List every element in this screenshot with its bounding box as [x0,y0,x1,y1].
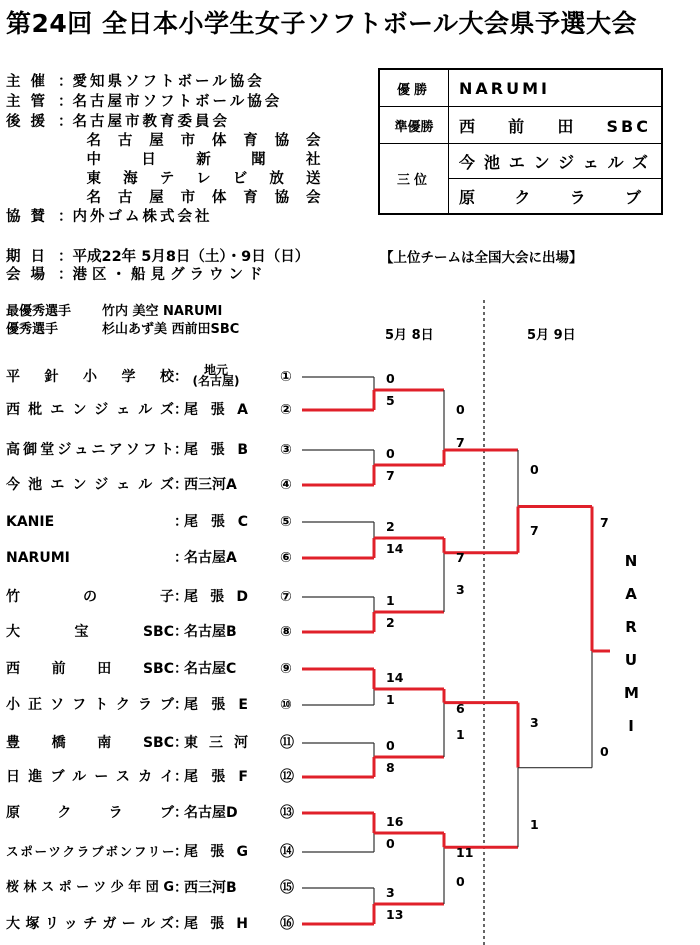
winner-label: 優勝 [379,69,449,107]
team-colon: ： [174,369,188,385]
team-region: 東三河 [184,735,248,751]
team-colon: ： [174,514,188,530]
organizer-value: 愛知県ソフトボール協会 [72,74,265,90]
team-seed-number: ⑯ [280,916,294,932]
organizer-key: 協賛 [6,209,55,225]
r1-score: 5 [386,393,395,408]
team-seed-number: ⑩ [280,697,292,713]
champion-letter: M [624,684,639,702]
organizer-key: 後援 [6,114,55,130]
team-seed-number: ⑥ [280,550,292,566]
r1-score: 1 [386,692,395,707]
team-region: 名古屋A [184,550,237,566]
team-name: スポーツクラブボンフリー [6,844,174,859]
team-seed-number: ⑮ [280,880,294,896]
venue-key: 会場 [6,267,55,283]
team-seed-number: ⑫ [280,769,294,785]
team-seed-number: ⑤ [280,514,292,530]
team-colon: ： [174,442,188,458]
day-header-1: 5月 8日 [385,328,434,343]
r2-score: 7 [456,435,465,450]
organizer-colon: ： [58,94,73,110]
organizer-value: 東海テレビ放送 [86,171,323,187]
team-colon: ： [174,844,188,860]
team-seed-number: ⑪ [280,735,294,751]
organizer-key: 主管 [6,94,55,110]
team-colon: ： [174,661,188,677]
team-region: 尾張F [184,769,248,785]
note-text: 【上位チームは全国大会に出場】 [380,250,583,266]
third-value-2: 原クラブ [459,187,651,207]
organizer-colon: ： [58,209,73,225]
champion-letter: A [625,585,637,603]
r2-score: 11 [456,845,474,860]
team-colon: ： [174,880,188,896]
r1-score: 8 [386,760,395,775]
team-seed-number: ② [280,402,292,418]
final-score: 0 [600,743,609,759]
r2-score: 0 [456,874,465,889]
third-label: 三位 [379,144,449,215]
organizer-key: 主催 [6,74,55,90]
team-seed-number: ⑨ [280,661,292,677]
team-seed-number: ⑭ [280,844,294,860]
team-region: 名古屋B [184,624,237,640]
champion-letter: I [628,717,634,735]
team-region: 名古屋C [184,661,237,677]
excellent-player-label: 優秀選手 [6,322,59,337]
team-seed-number: ① [280,369,292,385]
r2-score: 0 [456,402,465,417]
r3-score: 7 [530,522,539,538]
organizer-value: 名古屋市教育委員会 [72,114,230,130]
team-colon: ： [174,805,188,821]
team-name: 小正ソフトクラブ [6,697,174,713]
excellent-player-name: 杉山あず美 西前田SBC [102,322,240,337]
r1-score: 1 [386,593,395,608]
team-colon: ： [174,769,188,785]
r1-score: 7 [386,468,395,483]
venue-colon: ： [58,267,73,283]
final-score: 7 [600,514,609,530]
team-colon: ： [174,402,188,418]
r2-score: 1 [456,727,465,742]
champion-vertical-name [624,545,638,743]
team-colon: ： [174,589,188,605]
team-name: 桜林スポーツ少年団G [6,880,174,895]
team-region: 尾張D [184,589,248,605]
champion-letter: N [624,552,638,570]
team-region: 尾張H [184,916,248,932]
r1-score: 0 [386,738,395,753]
r1-score: 16 [386,814,404,829]
mvp-label: 最優秀選手 [6,304,72,319]
organizer-colon: ： [58,114,73,130]
team-region: 尾張A [184,402,248,418]
organizer-value: 内外ゴム株式会社 [72,209,213,225]
team-name: 大宝SBC [6,624,174,640]
r1-score: 3 [386,885,395,900]
date-value: 平成22年 5月8日（土）・9日（日） [72,249,310,265]
r2-score: 6 [456,701,465,716]
r2-score: 7 [456,550,465,565]
r1-score: 14 [386,670,404,685]
winner-value: NARUMI [459,78,550,98]
r1-score: 0 [386,371,395,386]
team-region: 尾張E [184,697,248,713]
r2-score: 3 [456,582,465,597]
team-colon: ： [174,477,188,493]
team-name: 大塚リッチガールズ [6,916,174,932]
mvp-name: 竹内 美空 NARUMI [102,304,223,319]
date-colon: ： [58,249,73,265]
r1-score: 0 [386,836,395,851]
r1-score: 13 [386,907,404,922]
team-name: NARUMI [6,550,70,566]
team-region: 尾張B [184,442,248,458]
r3-score: 0 [530,462,539,477]
day-header-2: 5月 9日 [527,328,576,343]
page-title: 第24回 全日本小学生女子ソフトボール大会県予選大会 [6,9,637,38]
team-name: 今池エンジェルズ [6,477,174,493]
organizer-value: 名古屋市ソフトボール協会 [72,94,283,110]
venue-value: 港区・船見グラウンド [72,267,268,283]
team-region: 尾張C [184,514,248,530]
runnerup-value: 西前田SBC [459,116,651,136]
team-region: 尾張G [184,844,248,860]
team-seed-number: ④ [280,477,292,493]
team-name: 原クラブ [6,805,174,821]
team-name: 高御堂ジュニアソフト [6,442,174,458]
runnerup-label: 準優勝 [379,107,449,144]
r3-score: 1 [530,817,539,833]
team-colon: ： [174,624,188,640]
team-region: 地元 (名古屋) [192,363,240,388]
organizer-value: 名古屋市体育協会 [86,133,323,149]
team-seed-number: ③ [280,442,292,458]
team-name: 竹の子 [6,589,174,605]
r1-score: 0 [386,446,395,461]
team-name: 豊橋南SBC [6,735,174,751]
r3-score: 3 [530,714,539,730]
team-region: 西三河A [184,477,237,493]
r1-score: 2 [386,615,395,630]
organizer-colon: ： [58,74,73,90]
team-seed-number: ⑦ [280,589,292,605]
date-key: 期日 [6,249,55,265]
team-name: 平針小学校 [6,369,174,385]
team-name: 西前田SBC [6,661,174,677]
team-colon: ： [174,697,188,713]
team-name: 西枇エンジェルズ [6,402,174,418]
r1-score: 2 [386,519,395,534]
organizer-value: 名古屋市体育協会 [86,190,323,206]
team-region: 西三河B [184,880,237,896]
champion-letter: U [624,651,638,669]
team-region: 名古屋D [184,805,238,821]
team-colon: ： [174,550,188,566]
team-name: 日進ブルースカイ [6,769,174,785]
team-seed-number: ⑧ [280,624,292,640]
r1-score: 14 [386,541,404,556]
third-value-1: 今池エンジェルズ [459,152,651,172]
team-name: KANIE [6,514,55,530]
team-colon: ： [174,916,188,932]
team-seed-number: ⑬ [280,805,294,821]
organizer-value: 中日新聞社 [86,152,323,168]
team-colon: ： [174,735,188,751]
champion-letter: R [625,618,637,636]
